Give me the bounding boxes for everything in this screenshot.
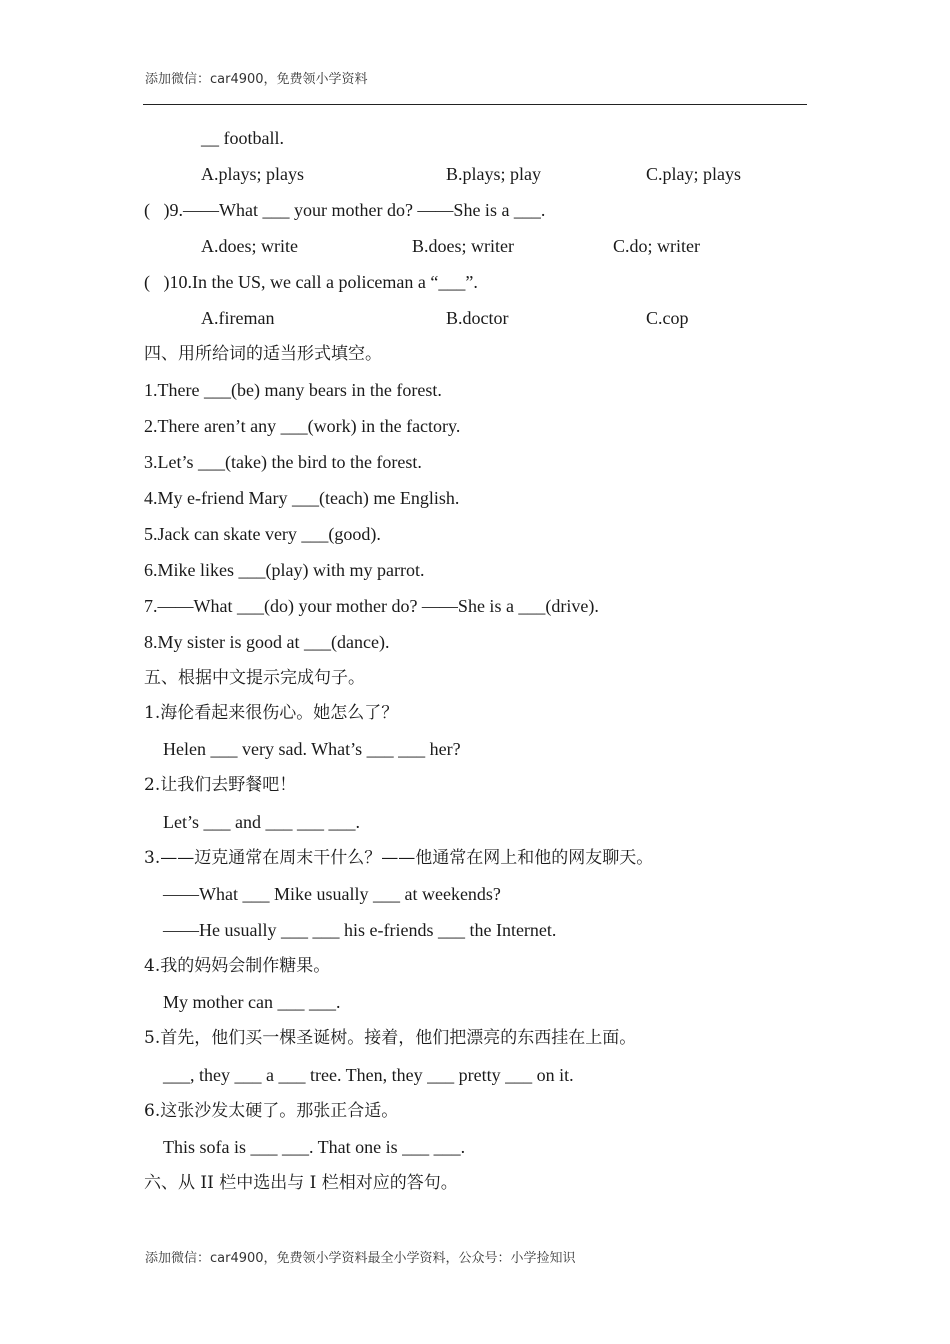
q8-option-b: B.plays; play bbox=[446, 164, 541, 184]
q8-continuation: __ football. bbox=[201, 128, 284, 148]
q8-option-a: A.plays; plays bbox=[201, 164, 304, 184]
q9-option-c: C.do; writer bbox=[613, 236, 700, 256]
section-5-answer: My mother can ___ ___. bbox=[163, 992, 341, 1012]
section-4-item: 1.There ___(be) many bears in the forest. bbox=[144, 380, 442, 400]
section-5-answer: ___, they ___ a ___ tree. Then, they ___ pretty ___ on it. bbox=[163, 1065, 574, 1085]
section-5-prompt: 2.让我们去野餐吧！ bbox=[144, 775, 297, 795]
q8-option-c: C.play; plays bbox=[646, 164, 741, 184]
section-5-answer: This sofa is ___ ___. That one is ___ ___. bbox=[163, 1137, 466, 1157]
section-5-title: 五、根据中文提示完成句子。 bbox=[144, 668, 365, 688]
section-4-item: 8.My sister is good at ___(dance). bbox=[144, 632, 390, 652]
q10-option-b: B.doctor bbox=[446, 308, 509, 328]
header-divider bbox=[143, 104, 807, 105]
section-4-item: 4.My e-friend Mary ___(teach) me English. bbox=[144, 488, 460, 508]
q9-option-a: A.does; write bbox=[201, 236, 298, 256]
section-5-answer: Let’s ___ and ___ ___ ___. bbox=[163, 812, 360, 832]
page-header: 添加微信：car4900，免费领小学资料 bbox=[145, 72, 368, 87]
section-4-item: 5.Jack can skate very ___(good). bbox=[144, 524, 381, 544]
q10-option-a: A.fireman bbox=[201, 308, 275, 328]
section-5-answer: Helen ___ very sad. What’s ___ ___ her? bbox=[163, 739, 461, 759]
question-10: ( )10.In the US, we call a policeman a “___”. bbox=[144, 272, 478, 292]
section-5-prompt: 6.这张沙发太硬了。那张正合适。 bbox=[144, 1101, 399, 1121]
question-9: ( )9.——What ___ your mother do? ——She is a ___. bbox=[144, 200, 546, 220]
section-4-item: 7.——What ___(do) your mother do? ——She is a ___(drive). bbox=[144, 596, 599, 616]
section-4-item: 6.Mike likes ___(play) with my parrot. bbox=[144, 560, 425, 580]
section-5-prompt: 1.海伦看起来很伤心。她怎么了？ bbox=[144, 703, 399, 723]
q10-option-c: C.cop bbox=[646, 308, 689, 328]
section-5-answer: ——What ___ Mike usually ___ at weekends? bbox=[163, 884, 501, 904]
section-4-title: 四、用所给词的适当形式填空。 bbox=[144, 344, 382, 364]
q9-option-b: B.does; writer bbox=[412, 236, 514, 256]
section-5-answer: ——He usually ___ ___ his e-friends ___ the Internet. bbox=[163, 920, 557, 940]
section-5-prompt: 4.我的妈妈会制作糖果。 bbox=[144, 956, 331, 976]
section-4-item: 3.Let’s ___(take) the bird to the forest. bbox=[144, 452, 422, 472]
page-footer: 添加微信：car4900，免费领小学资料最全小学资料，公众号：小学捡知识 bbox=[145, 1251, 576, 1266]
section-5-prompt: 3.——迈克通常在周末干什么？——他通常在网上和他的网友聊天。 bbox=[144, 848, 654, 868]
section-5-prompt: 5.首先，他们买一棵圣诞树。接着，他们把漂亮的东西挂在上面。 bbox=[144, 1028, 637, 1048]
section-4-item: 2.There aren’t any ___(work) in the factory. bbox=[144, 416, 461, 436]
section-6-title: 六、从 II 栏中选出与 I 栏相对应的答句。 bbox=[144, 1173, 458, 1193]
